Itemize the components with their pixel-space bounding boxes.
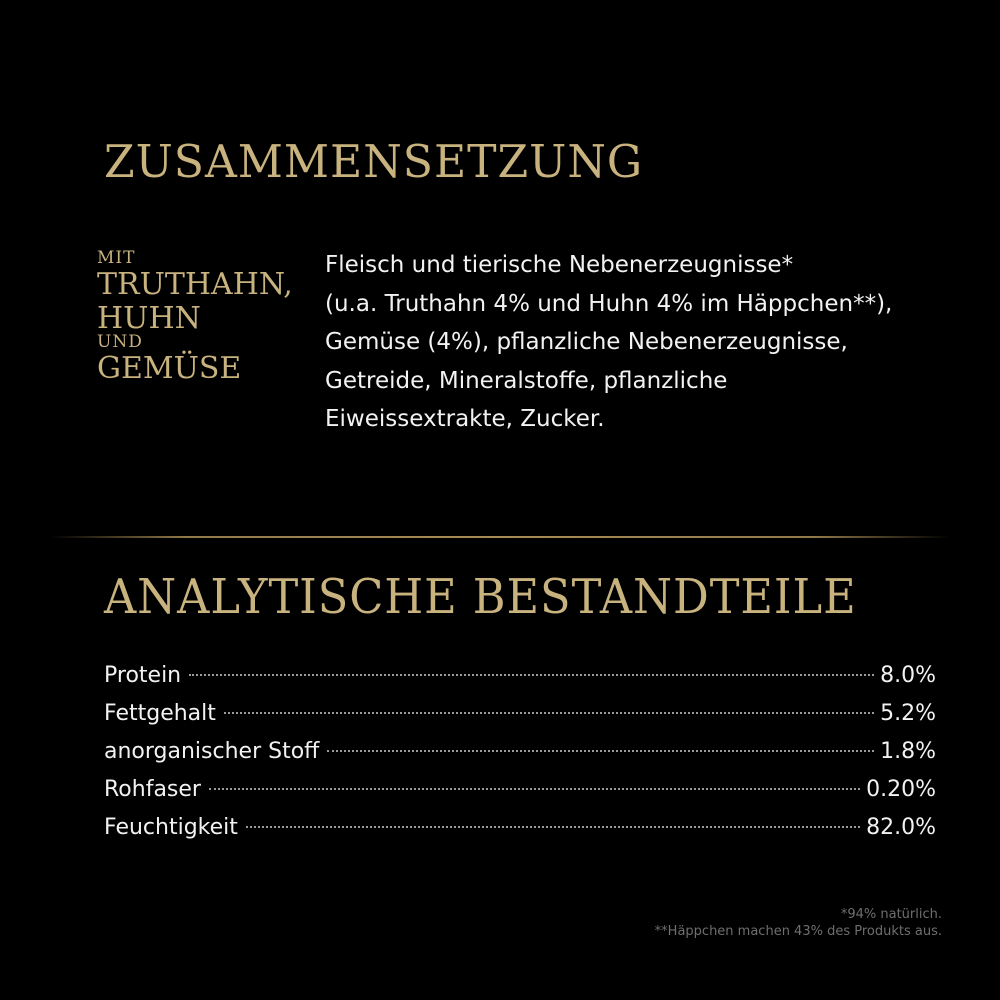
analysis-value: 82.0% <box>866 815 936 840</box>
analysis-value: 5.2% <box>880 701 936 726</box>
ingredients-line: Getreide, Mineralstoffe, pflanzliche <box>325 367 728 394</box>
analysis-row-feuchtigkeit <box>104 809 936 847</box>
dot-leader <box>189 674 874 676</box>
flavor-line-truthahn: TRUTHAHN, <box>97 267 293 302</box>
dot-leader <box>327 750 874 752</box>
analysis-label: Feuchtigkeit <box>104 815 238 840</box>
dot-leader <box>246 826 860 828</box>
analysis-value: 8.0% <box>880 663 936 688</box>
ingredients-line: Fleisch und tierische Nebenerzeugnisse* <box>325 252 794 278</box>
analysis-table <box>104 657 936 847</box>
dot-leader <box>224 712 874 714</box>
footnote-natural: *94% natürlich. <box>840 907 942 922</box>
section-divider <box>50 536 950 538</box>
flavor-line-mit: MIT <box>97 248 136 268</box>
ingredients-line: (u.a. Truthahn 4% und Huhn 4% im Häppchen**), <box>325 290 893 317</box>
flavor-line-gemuese: GEMÜSE <box>97 351 242 386</box>
analysis-row-rohfaser <box>104 771 936 809</box>
analysis-row-fettgehalt <box>104 695 936 733</box>
analysis-value: 0.20% <box>866 777 936 802</box>
ingredients-text <box>325 246 985 439</box>
flavor-line-huhn: HUHN <box>97 301 201 336</box>
analysis-label: anorganischer Stoff <box>104 739 320 764</box>
analysis-heading: ANALYTISCHE BESTANDTEILE <box>104 569 857 625</box>
analysis-value: 1.8% <box>880 739 936 764</box>
analysis-label: Protein <box>104 663 182 688</box>
flavor-label <box>97 248 307 388</box>
analysis-label: Rohfaser <box>104 777 201 802</box>
analysis-row-anorganischer-stoff <box>104 733 936 771</box>
analysis-label: Fettgehalt <box>104 701 216 726</box>
ingredients-line: Eiweissextrakte, Zucker. <box>325 406 605 432</box>
dot-leader <box>209 788 860 790</box>
analysis-row-protein <box>104 657 936 695</box>
footnote-pieces: **Häppchen machen 43% des Produkts aus. <box>654 924 942 939</box>
footnotes <box>655 906 942 940</box>
flavor-line-und: UND <box>97 332 143 352</box>
composition-heading: ZUSAMMENSETZUNG <box>104 135 644 188</box>
ingredients-line: Gemüse (4%), pflanzliche Nebenerzeugnisse, <box>325 329 848 355</box>
